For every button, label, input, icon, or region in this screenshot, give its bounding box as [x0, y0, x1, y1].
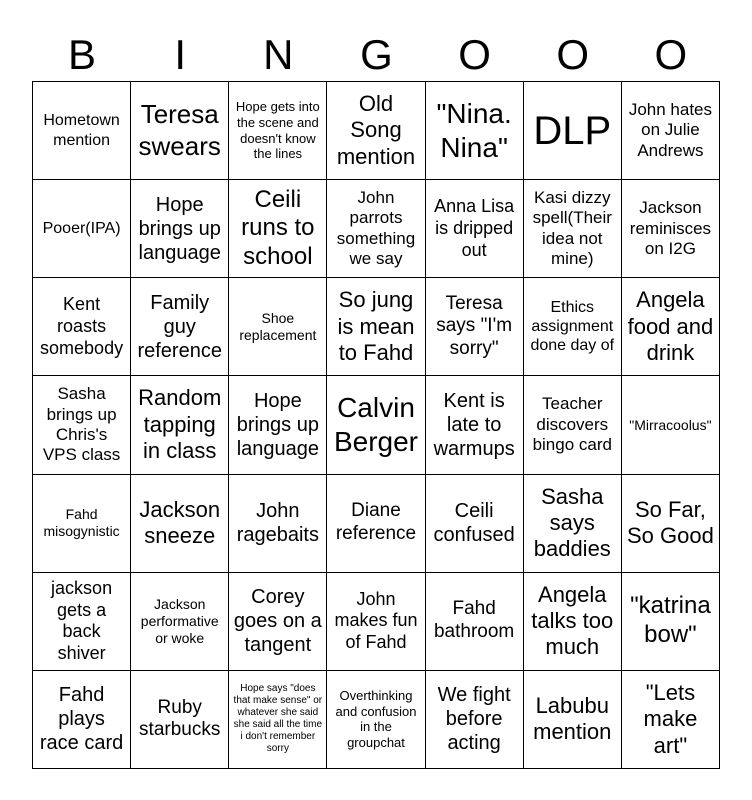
bingo-cell[interactable]: Kent roasts somebody [33, 278, 131, 376]
bingo-cell[interactable]: Calvin Berger [327, 376, 425, 474]
header-letter-o-3: O [654, 31, 688, 78]
bingo-cell[interactable]: John makes fun of Fahd [327, 573, 425, 671]
bingo-cell[interactable]: Ruby starbucks [131, 671, 229, 769]
bingo-cell[interactable]: Jackson performative or woke [131, 573, 229, 671]
bingo-cell[interactable]: Angela food and drink [622, 278, 720, 376]
bingo-cell[interactable]: jackson gets a back shiver [33, 573, 131, 671]
bingo-cell[interactable]: Hope gets into the scene and doesn't know the lines [229, 82, 327, 180]
bingo-header [33, 28, 720, 82]
bingo-cell[interactable]: John parrots something we say [327, 180, 425, 278]
bingo-cell[interactable]: Old Song mention [327, 82, 425, 180]
bingo-cell[interactable]: Teacher discovers bingo card [524, 376, 622, 474]
bingo-cell[interactable]: Sasha brings up Chris's VPS class [33, 376, 131, 474]
bingo-cell[interactable]: Diane reference [327, 475, 425, 573]
bingo-cell[interactable]: Pooer(IPA) [33, 180, 131, 278]
bingo-cell[interactable]: Sasha says baddies [524, 475, 622, 573]
bingo-grid [32, 81, 720, 769]
header-letter-g: G [360, 31, 393, 78]
bingo-cell[interactable]: Hometown mention [33, 82, 131, 180]
bingo-cell[interactable]: Labubu mention [524, 671, 622, 769]
bingo-cell[interactable]: So Far, So Good [622, 475, 720, 573]
bingo-cell[interactable]: Shoe replacement [229, 278, 327, 376]
bingo-cell[interactable]: Angela talks too much [524, 573, 622, 671]
bingo-cell[interactable]: Ceili confused [426, 475, 524, 573]
bingo-cell[interactable]: DLP [524, 82, 622, 180]
bingo-cell[interactable]: Fahd misogynistic [33, 475, 131, 573]
header-letter-o-1: O [458, 31, 491, 78]
bingo-cell[interactable]: Overthinking and confusion in the groupchat [327, 671, 425, 769]
bingo-cell[interactable]: We fight before acting [426, 671, 524, 769]
bingo-cell[interactable]: "Nina. Nina" [426, 82, 524, 180]
header-letter-i: I [174, 31, 187, 78]
bingo-cell[interactable]: "katrina bow" [622, 573, 720, 671]
bingo-cell[interactable]: Fahd bathroom [426, 573, 524, 671]
bingo-cell[interactable]: Hope brings up language [229, 376, 327, 474]
bingo-cell[interactable]: Kent is late to warmups [426, 376, 524, 474]
bingo-cell[interactable]: "Mirracoolus" [622, 376, 720, 474]
bingo-cell[interactable]: Kasi dizzy spell(Their idea not mine) [524, 180, 622, 278]
header-letter-o-2: O [556, 31, 590, 78]
bingo-cell[interactable]: Teresa says "I'm sorry" [426, 278, 524, 376]
bingo-cell[interactable]: Fahd plays race card [33, 671, 131, 769]
bingo-cell[interactable]: Ethics assignment done day of [524, 278, 622, 376]
bingo-cell[interactable]: Hope brings up language [131, 180, 229, 278]
bingo-cell[interactable]: Family guy reference [131, 278, 229, 376]
bingo-cell[interactable]: John ragebaits [229, 475, 327, 573]
header-letter-b: B [68, 31, 97, 78]
bingo-cell[interactable]: Random tapping in class [131, 376, 229, 474]
bingo-cell[interactable]: Teresa swears [131, 82, 229, 180]
bingo-cell[interactable]: Anna Lisa is dripped out [426, 180, 524, 278]
bingo-cell[interactable]: Ceili runs to school [229, 180, 327, 278]
bingo-cell[interactable]: Corey goes on a tangent [229, 573, 327, 671]
bingo-cell[interactable]: Hope says "does that make sense" or whatever she said she said all the time i don't remember sorry [229, 671, 327, 769]
header-letter-n: N [263, 31, 294, 78]
bingo-cell[interactable]: Jackson reminisces on I2G [622, 180, 720, 278]
bingo-cell[interactable]: "Lets make art" [622, 671, 720, 769]
bingo-cell[interactable]: Jackson sneeze [131, 475, 229, 573]
bingo-cell[interactable]: John hates on Julie Andrews [622, 82, 720, 180]
bingo-cell[interactable]: So jung is mean to Fahd [327, 278, 425, 376]
